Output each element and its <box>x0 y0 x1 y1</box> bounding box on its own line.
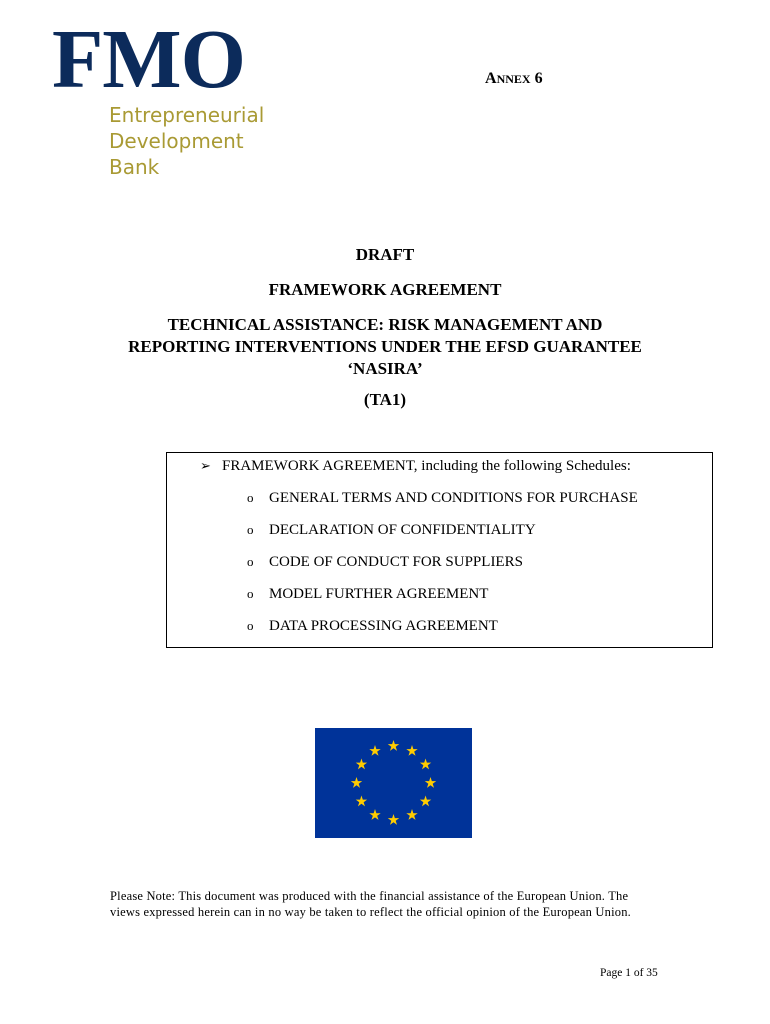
schedule-item <box>247 586 488 603</box>
title-line: REPORTING INTERVENTIONS UNDER THE EFSD GUARANTEE <box>128 337 642 356</box>
circle-bullet-icon: o <box>247 522 254 537</box>
fmo-logo <box>52 13 272 182</box>
circle-bullet-icon: o <box>247 618 254 633</box>
schedule-item-text: CODE OF CONDUCT FOR SUPPLIERS <box>269 554 523 570</box>
note-line: Please Note: This document was produced with the financial assistance of the European Union. The <box>110 889 629 903</box>
eu-flag <box>315 728 472 838</box>
logo-mark: FMO <box>52 13 245 106</box>
schedule-item <box>247 490 638 507</box>
note-line: views expressed herein can in no way be taken to reflect the official opinion of the European Union. <box>110 905 631 919</box>
eu-disclaimer-note <box>110 888 700 920</box>
title-technical-assistance <box>0 314 770 380</box>
logo-subtitle-line: Bank <box>109 155 160 179</box>
title-line: ‘NASIRA’ <box>347 359 423 378</box>
star-icon <box>351 777 362 788</box>
arrow-bullet-icon: ➢ <box>200 458 211 473</box>
logo-subtitle-line: Development <box>109 129 244 153</box>
star-icon <box>369 745 380 756</box>
star-icon <box>356 796 367 807</box>
annex-initial: A <box>485 70 497 87</box>
star-icon <box>420 796 431 807</box>
schedule-item <box>247 522 536 539</box>
schedule-item <box>247 618 498 635</box>
schedules-box <box>166 452 713 648</box>
annex-label <box>485 70 543 88</box>
page-number: Page 1 of 35 <box>600 967 658 979</box>
star-icon <box>369 809 380 820</box>
circle-bullet-icon: o <box>247 554 254 569</box>
schedule-item-text: DATA PROCESSING AGREEMENT <box>269 618 498 634</box>
star-icon <box>425 777 436 788</box>
eu-flag-stars <box>315 728 472 838</box>
schedule-item-text: DECLARATION OF CONFIDENTIALITY <box>269 522 536 538</box>
schedules-heading <box>200 458 631 475</box>
annex-rest: NNEX <box>496 72 531 86</box>
schedule-item <box>247 554 523 571</box>
logo-subtitle <box>109 102 264 180</box>
schedule-item-text: GENERAL TERMS AND CONDITIONS FOR PURCHASE <box>269 490 638 506</box>
title-code: (TA1) <box>363 390 407 409</box>
star-icon <box>388 740 399 751</box>
star-icon <box>420 759 431 770</box>
star-icon <box>406 809 417 820</box>
title-draft: DRAFT <box>355 245 415 264</box>
star-icon <box>356 759 367 770</box>
schedule-item-text: MODEL FURTHER AGREEMENT <box>269 586 489 602</box>
annex-number: 6 <box>534 70 543 87</box>
schedules-heading-text: FRAMEWORK AGREEMENT, including the following Schedules: <box>222 458 631 474</box>
star-icon <box>406 745 417 756</box>
star-icon <box>388 814 399 825</box>
circle-bullet-icon: o <box>247 490 254 505</box>
circle-bullet-icon: o <box>247 586 254 601</box>
title-framework-agreement: FRAMEWORK AGREEMENT <box>268 280 502 299</box>
title-line: TECHNICAL ASSISTANCE: RISK MANAGEMENT AND <box>167 315 603 334</box>
logo-subtitle-line: Entrepreneurial <box>109 103 265 127</box>
